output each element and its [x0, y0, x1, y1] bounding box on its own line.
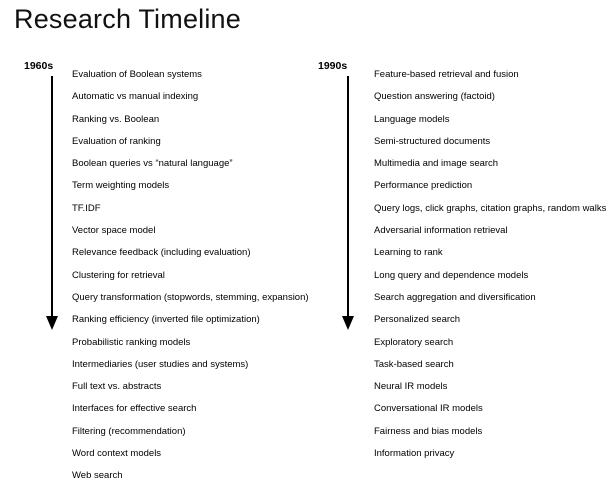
list-item: Ranking vs. Boolean: [72, 113, 160, 125]
topic-list-1960s: [72, 64, 332, 488]
list-item: Multimedia and image search: [374, 158, 499, 170]
list-item: Feature-based retrieval and fusion: [374, 69, 519, 80]
list-item: Clustering for retrieval: [72, 269, 165, 281]
decade-label-1990s: 1990s: [318, 60, 348, 72]
down-arrow-icon: [46, 76, 58, 334]
list-item: Filtering (recommendation): [72, 425, 186, 437]
list-item: Relevance feedback (including evaluation): [72, 247, 251, 259]
decade-label-1960s: 1960s: [24, 60, 54, 72]
list-item: TF.IDF: [72, 202, 101, 214]
list-item: Search aggregation and diversification: [374, 291, 536, 303]
list-item: Evaluation of Boolean systems: [72, 69, 202, 80]
list-item: Full text vs. abstracts: [72, 381, 162, 393]
list-item: Vector space model: [72, 225, 156, 237]
list-item: Web search: [72, 470, 123, 482]
list-item: Intermediaries (user studies and systems): [72, 358, 249, 370]
list-item: Long query and dependence models: [374, 269, 529, 281]
list-item: Fairness and bias models: [374, 425, 483, 437]
list-item: Learning to rank: [374, 247, 443, 259]
list-item: Ranking efficiency (inverted file optimization): [72, 314, 260, 326]
list-item: Question answering (factoid): [374, 91, 495, 103]
list-item: Interfaces for effective search: [72, 403, 197, 415]
list-item: Word context models: [72, 448, 162, 460]
list-item: Personalized search: [374, 314, 461, 326]
list-item: Task-based search: [374, 358, 454, 370]
list-item: Probabilistic ranking models: [72, 336, 191, 348]
list-item: Language models: [374, 113, 450, 125]
arrow-shaft: [51, 76, 53, 320]
list-item: Boolean queries vs “natural language”: [72, 158, 233, 170]
list-item: Adversarial information retrieval: [374, 225, 508, 237]
topic-list-1990s: [374, 64, 615, 465]
page-title: Research Timeline: [14, 4, 241, 34]
list-item: Neural IR models: [374, 381, 448, 393]
list-item: Information privacy: [374, 448, 455, 460]
arrow-head: [342, 316, 354, 330]
down-arrow-icon: [342, 76, 354, 334]
list-item: Evaluation of ranking: [72, 135, 161, 147]
arrow-shaft: [347, 76, 349, 320]
list-item: Term weighting models: [72, 180, 170, 192]
list-item: Automatic vs manual indexing: [72, 91, 199, 103]
list-item: Query transformation (stopwords, stemming, expansion): [72, 291, 309, 303]
list-item: Conversational IR models: [374, 403, 483, 415]
list-item: Semi-structured documents: [374, 135, 491, 147]
list-item: Performance prediction: [374, 180, 473, 192]
list-item: Query logs, click graphs, citation graphs, random walks: [374, 202, 607, 214]
arrow-head: [46, 316, 58, 330]
list-item: Exploratory search: [374, 336, 454, 348]
